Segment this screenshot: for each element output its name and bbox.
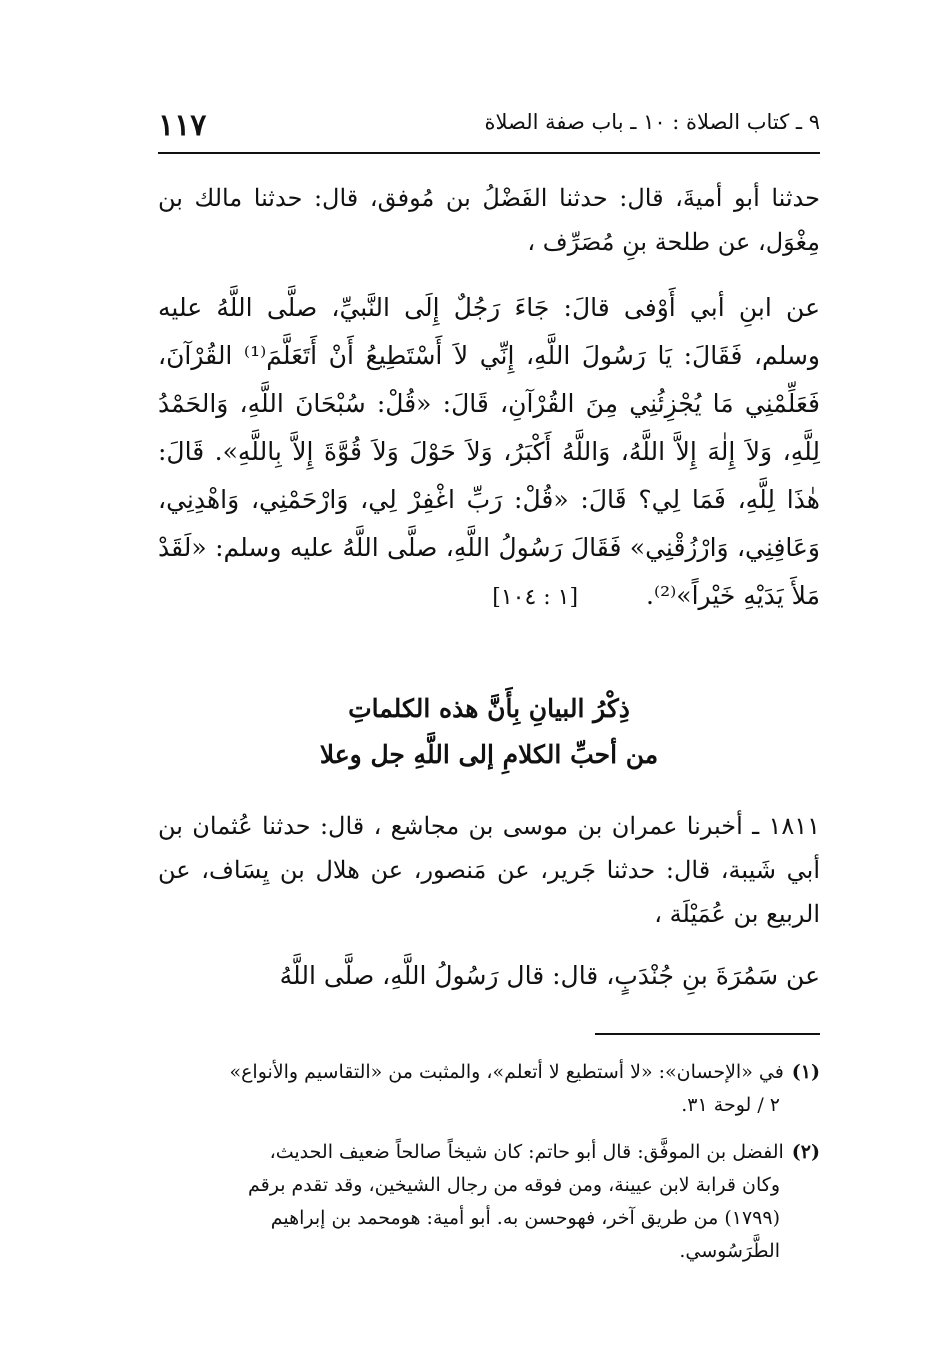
footnote-1-line-1: (١)في «الإحسان»: «لا أستطيع لا أتعلم»، والمثبت من «التقاسيم والأنواع» — [229, 1061, 820, 1083]
footnote-2-line-4: الطَّرَسُوسي. — [679, 1240, 780, 1262]
isnad-paragraph-2: ١٨١١ ـ أخبرنا عمران بن موسى بن مجاشع ، قال: حدثنا عُثمان بن أبي شَيبة، قال: حدثنا جَرير، عن مَنصور، عن هلال بن يِسَاف، عن الربيع بن عُمَيْلَة ، — [158, 812, 820, 928]
footnote-1-marker: (١) — [791, 1061, 820, 1083]
footnote-2 — [158, 1136, 820, 1268]
footnote-2-line-1: (٢)الفضل بن الموفَّق: قال أبو حاتم: كان شيخاً صالحاً ضعيف الحديث، — [269, 1141, 820, 1163]
chapter-heading — [158, 686, 820, 778]
running-head: ٩ ـ كتاب الصلاة : ١٠ ـ باب صفة الصلاة — [484, 110, 820, 134]
chapter-heading-line-1: ذِكْرُ البيانِ بِأَنَّ هذه الكلماتِ — [348, 694, 630, 723]
chapter-heading-line-2: من أحبِّ الكلامِ إلى اللَّهِ جل وعلا — [319, 740, 659, 769]
footnote-1-line-2: ٢ / لوحة ٣١. — [681, 1094, 780, 1116]
hadith-text-1: عن ابنِ أبي أَوْفى قالَ: جَاءَ رَجُلٌ إِلَى النَّبيِّ، صلَّى اللَّهُ عليه وسلم، فَقَالَ: يَا رَسُولَ اللَّهِ، إِنِّي لاَ أَسْتَطِيعُ أَنْ أَتَعَلَّمَ⁽¹⁾ القُرْآنَ، فَعَلِّمْنِي مَا يُجْزِئُنِي مِنَ القُرْآنِ، قَالَ: «قُلْ: سُبْحَانَ اللَّهِ، وَالحَمْدُ لِلَّهِ، وَلاَ إِلٰهَ إِلاَّ اللَّهُ، وَاللَّهُ أَكْبَرُ، وَلاَ حَوْلَ وَلاَ قُوَّةَ إِلاَّ بِاللَّهِ». قَالَ: هٰذَا لِلَّهِ، فَمَا لِي؟ قَالَ: «قُلْ: رَبِّ اغْفِرْ لِي، وَارْحَمْنِي، وَاهْدِنِي، وَعَافِنِي، وَارْزُقْنِي» فَقَالَ رَسُولُ اللَّهِ، صلَّى اللَّهُ عليه وسلم: «لَقَدْ مَلأَ يَدَيْهِ خَيْراً»⁽²⁾. — [158, 293, 821, 610]
footnote-separator — [595, 1033, 820, 1035]
hadith-paragraph-1 — [158, 284, 820, 622]
hadith-reference: [١ : ١٠٤] — [492, 585, 579, 610]
footnote-2-marker: (٢) — [791, 1141, 820, 1163]
isnad-paragraph-1: حدثنا أبو أميةَ، قال: حدثنا الفَضْلُ بن مُوفق، قال: حدثنا مالك بن مِغْوَل، عن طلحة بنِ مُصَرِّف ، — [158, 184, 820, 256]
page-number: ١١٧ — [158, 108, 207, 143]
footnote-2-line-3: (١٧٩٩) من طريق آخر، فهوحسن به. أبو أمية: هومحمد بن إبراهيم — [270, 1207, 780, 1229]
hadith-paragraph-2: عن سَمُرَةَ بنِ جُنْدَبٍ، قال: قال رَسُولُ اللَّهِ، صلَّى اللَّهُ — [279, 961, 820, 990]
footnote-1 — [158, 1056, 820, 1122]
footnote-2-line-2: وكان قرابة لابن عيينة، ومن فوقه من رجال الشيخين، وقد تقدم برقم — [247, 1174, 780, 1196]
page-header — [158, 104, 820, 154]
